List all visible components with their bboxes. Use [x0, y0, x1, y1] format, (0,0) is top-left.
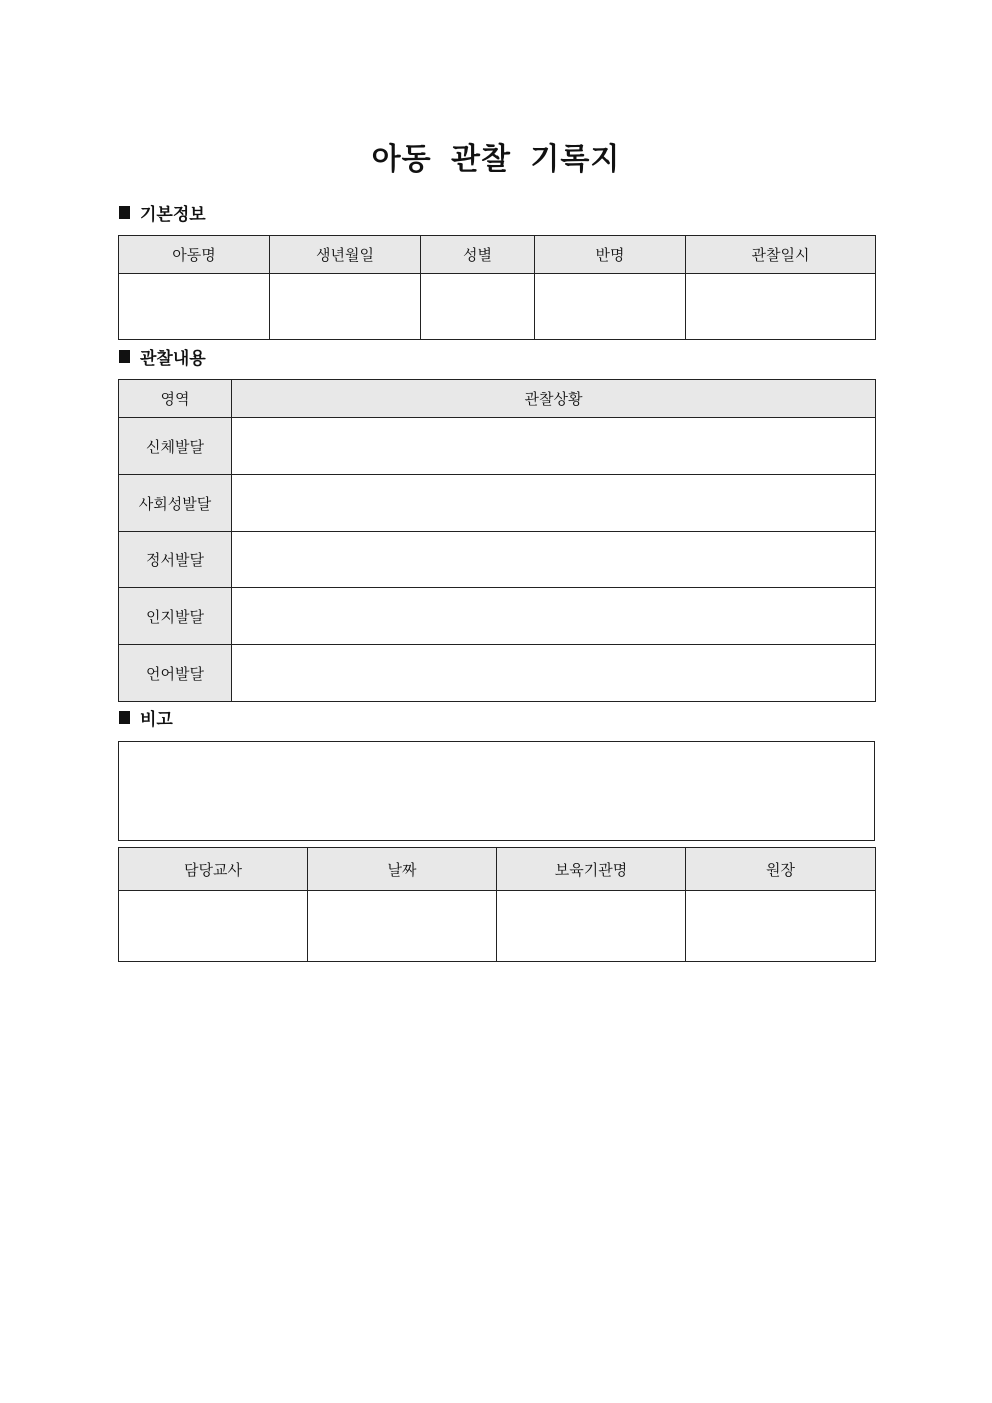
observation-content-field[interactable] [232, 645, 876, 702]
director-field[interactable] [686, 891, 876, 962]
observation-datetime-field[interactable] [686, 274, 876, 340]
date-field[interactable] [308, 891, 497, 962]
column-header-area: 영역 [119, 380, 232, 418]
observation-content-field[interactable] [232, 588, 876, 645]
teacher-field[interactable] [119, 891, 308, 962]
section-heading-observation [119, 344, 206, 369]
section-heading-label: 기본정보 [140, 205, 206, 225]
observation-table [118, 379, 876, 702]
table-row [119, 645, 876, 702]
column-header-child-name: 아동명 [119, 236, 270, 274]
class-name-field[interactable] [535, 274, 686, 340]
column-header-gender: 성별 [421, 236, 535, 274]
area-label: 신체발달 [119, 418, 232, 475]
section-heading-label: 비고 [140, 710, 173, 730]
square-bullet-icon [119, 350, 130, 363]
area-label: 인지발달 [119, 588, 232, 645]
table-row [119, 588, 876, 645]
column-header-birthdate: 생년월일 [270, 236, 421, 274]
section-heading-remarks [119, 705, 173, 730]
child-name-field[interactable] [119, 274, 270, 340]
column-header-date: 날짜 [308, 848, 497, 891]
remarks-field[interactable] [118, 741, 875, 841]
square-bullet-icon [119, 711, 130, 724]
column-header-institution-name: 보육기관명 [497, 848, 686, 891]
section-heading-label: 관찰내용 [140, 349, 206, 369]
area-label: 언어발달 [119, 645, 232, 702]
birthdate-field[interactable] [270, 274, 421, 340]
observation-content-field[interactable] [232, 532, 876, 588]
table-row [119, 532, 876, 588]
area-label: 사회성발달 [119, 475, 232, 532]
column-header-observation-datetime: 관찰일시 [686, 236, 876, 274]
document-title: 아동 관찰 기록지 [371, 142, 621, 177]
area-label: 정서발달 [119, 532, 232, 588]
institution-name-field[interactable] [497, 891, 686, 962]
table-row [119, 475, 876, 532]
observation-content-field[interactable] [232, 418, 876, 475]
column-header-teacher: 담당교사 [119, 848, 308, 891]
section-heading-basic-info [119, 200, 206, 225]
basic-info-table [118, 235, 876, 340]
column-header-class-name: 반명 [535, 236, 686, 274]
table-row [119, 418, 876, 475]
column-header-observation-situation: 관찰상황 [232, 380, 876, 418]
gender-field[interactable] [421, 274, 535, 340]
column-header-director: 원장 [686, 848, 876, 891]
square-bullet-icon [119, 206, 130, 219]
observation-content-field[interactable] [232, 475, 876, 532]
signature-table [118, 847, 876, 962]
